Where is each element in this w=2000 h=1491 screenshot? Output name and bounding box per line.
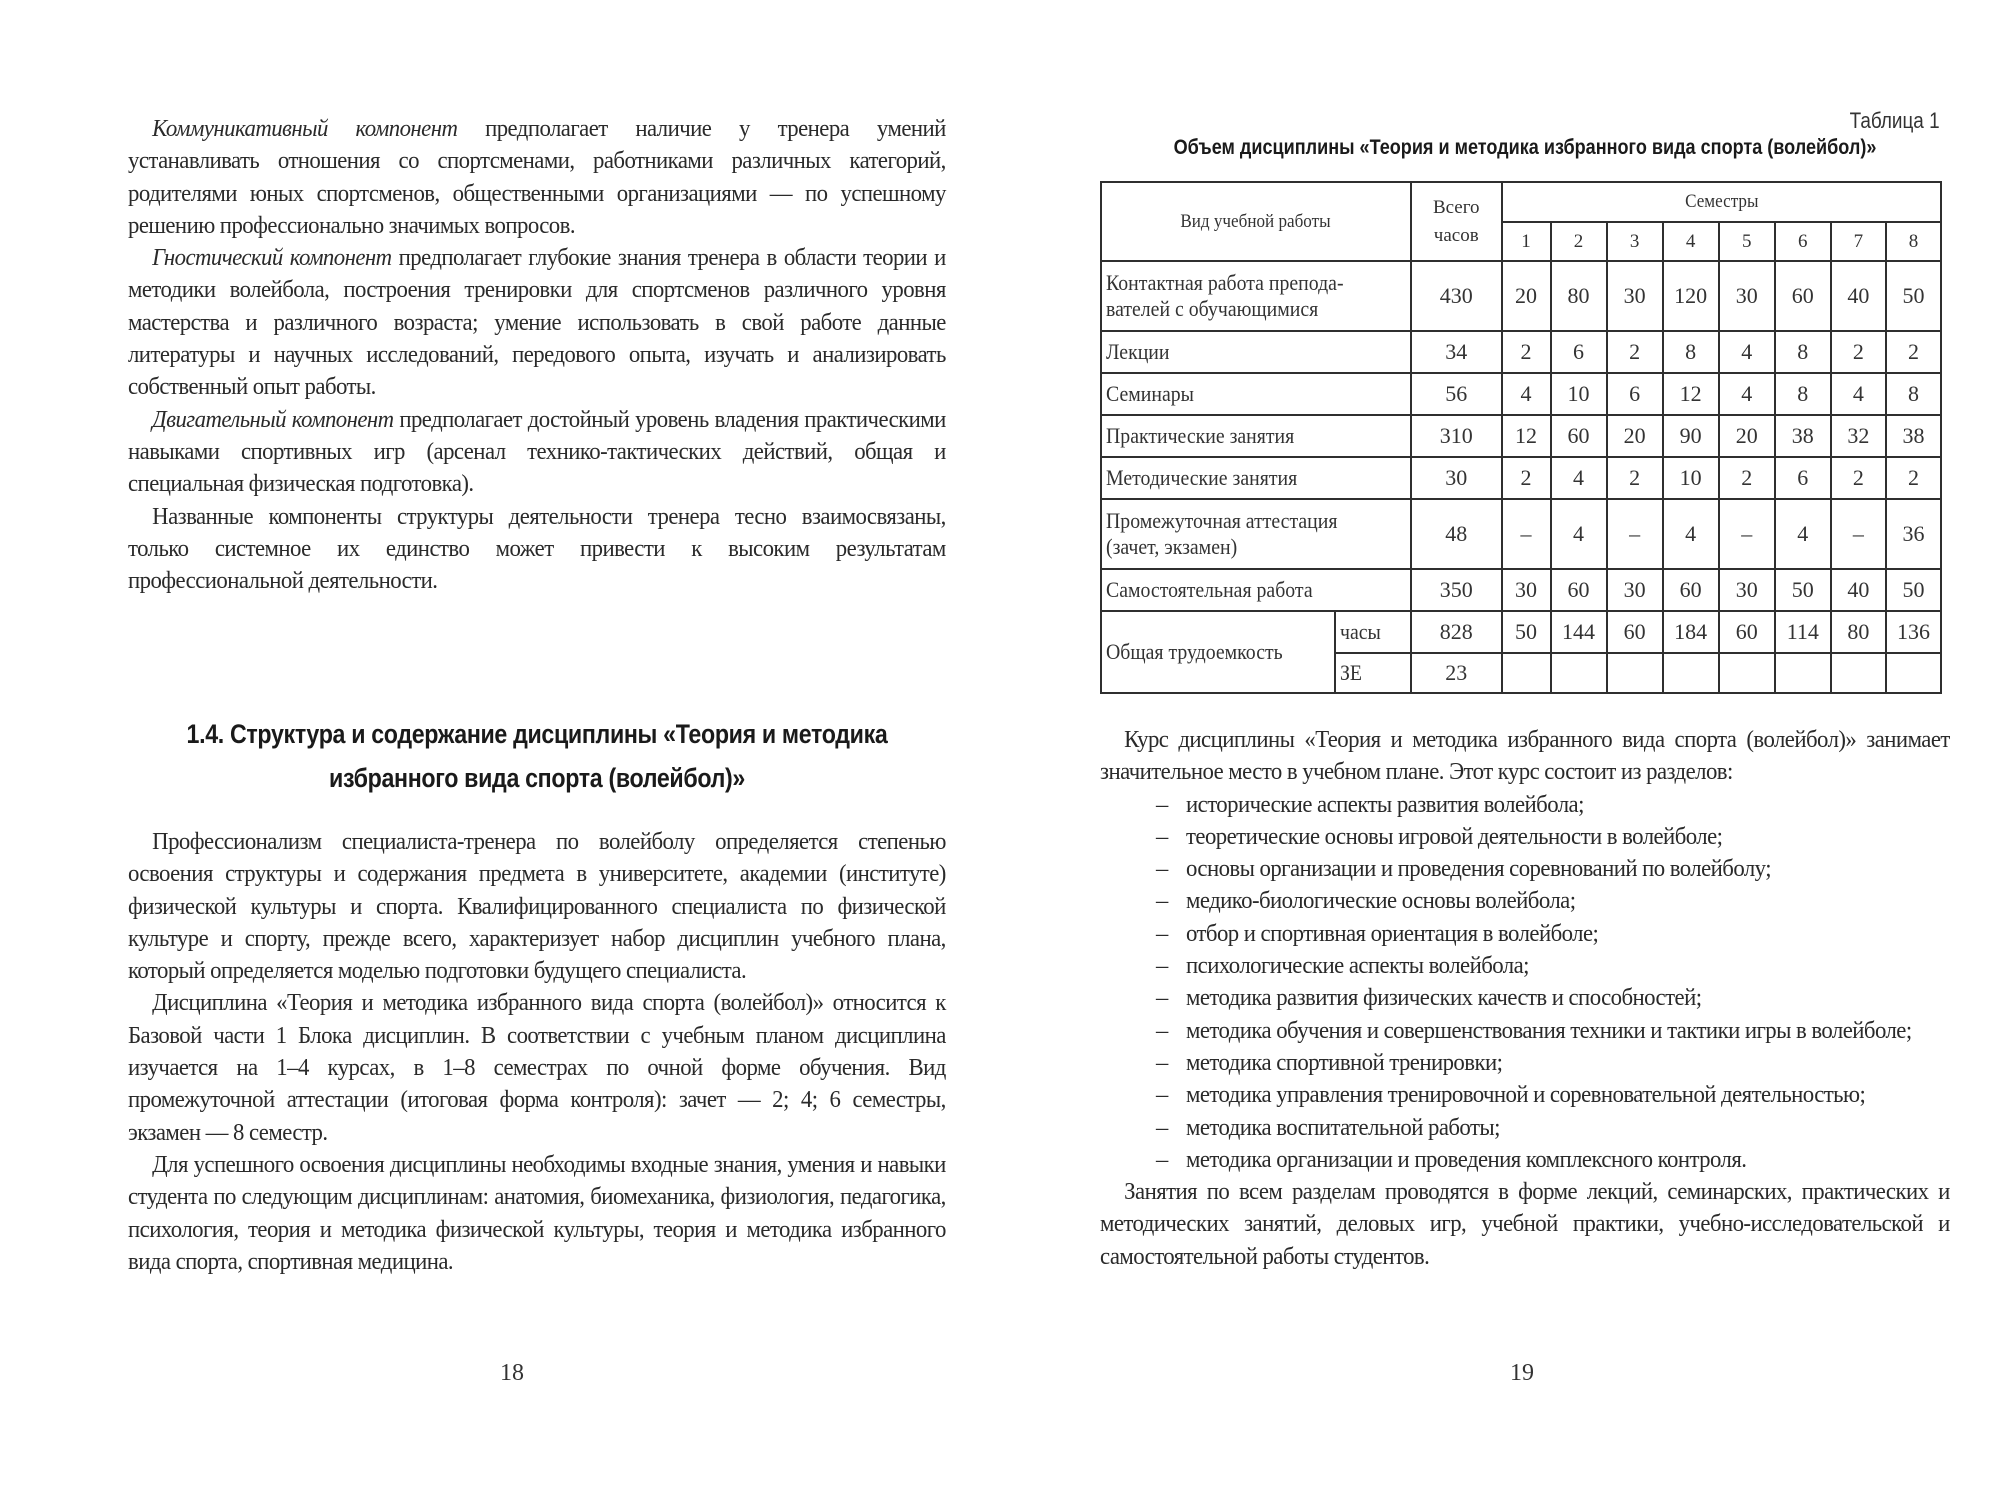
row-value: 90 (1663, 415, 1719, 457)
page-number-right: 19 (1510, 1360, 1534, 1386)
row-total: 56 (1411, 373, 1502, 415)
list-item: – медико-биологические основы волейбола; (1100, 885, 1950, 917)
row-value: 4 (1663, 499, 1719, 569)
credits-value (1663, 653, 1719, 693)
hours-value: 60 (1719, 611, 1775, 653)
row-value: 60 (1551, 569, 1607, 611)
row-value: 4 (1775, 499, 1831, 569)
paragraph-communicative: Коммуникативный компонент предполагает наличие у тренера умений устанавливать отношения со спортсменами, работниками различных категорий, родителями юных спортсменов, общественными организациями — по успешному решению профессионально значимых вопросов. (128, 115, 946, 239)
row-value: 6 (1775, 457, 1831, 499)
row-value: 80 (1551, 261, 1607, 331)
list-item: – психологические аспекты волейбола; (1100, 950, 1950, 982)
row-value: 30 (1502, 569, 1551, 611)
dash-bullet: – (1156, 984, 1168, 1012)
row-value: 8 (1663, 331, 1719, 373)
row-value: 30 (1607, 261, 1663, 331)
credits-label: ЗЕ (1335, 653, 1410, 693)
row-value: 4 (1719, 331, 1775, 373)
row-value: 2 (1831, 457, 1886, 499)
list-item: – методика организации и проведения комплексного контроля. (1100, 1144, 1950, 1176)
hours-value: 136 (1886, 611, 1941, 653)
row-value: 2 (1502, 457, 1551, 499)
table-row (1101, 499, 1941, 569)
dash-bullet: – (1156, 919, 1168, 947)
header-total-hours: Всего часов (1411, 182, 1502, 261)
list-item: – методика развития физических качеств и способностей; (1100, 982, 1950, 1014)
row-value: 4 (1502, 373, 1551, 415)
dash-bullet: – (1156, 887, 1168, 915)
row-label: Лекции (1101, 331, 1411, 373)
semester-number: 6 (1775, 222, 1831, 261)
row-label: Практические занятия (1101, 415, 1411, 457)
hours-label: часы (1335, 611, 1410, 653)
right-body-text (1100, 724, 1950, 1273)
row-value: 2 (1886, 331, 1941, 373)
paragraph-professionalism: Профессионализм специалиста-тренера по волейболу определяется степенью освоения структуры и содержания предмета в университете, академии (институте) физической культуры и спорта. Квалифицированного специалиста по физической культуре и спорту, прежде всего, характеризует набор дисциплин учебного плана, который определяется моделью подготовки будущего специалиста. (128, 828, 946, 985)
row-value: 20 (1607, 415, 1663, 457)
row-value: – (1831, 499, 1886, 569)
list-item: – методика управления тренировочной и соревновательной деятельностью; (1100, 1079, 1950, 1111)
row-value: 4 (1831, 373, 1886, 415)
row-value: – (1719, 499, 1775, 569)
dash-bullet: – (1156, 790, 1168, 818)
credits-value (1831, 653, 1886, 693)
row-value: 60 (1775, 261, 1831, 331)
semester-number: 4 (1663, 222, 1719, 261)
row-value: 4 (1719, 373, 1775, 415)
row-value: 50 (1886, 261, 1941, 331)
section-heading-line1: 1.4. Структура и содержание дисциплины «Теория и методика (186, 719, 888, 749)
semester-number: 8 (1886, 222, 1941, 261)
table-row (1101, 569, 1941, 611)
left-bottom-text (128, 826, 946, 1278)
row-value: 2 (1607, 457, 1663, 499)
dash-bullet: – (1156, 855, 1168, 883)
table-title: Объем дисциплины «Теория и методика избранного вида спорта (волейбол)» (1173, 136, 1877, 159)
row-value: 12 (1663, 373, 1719, 415)
semester-number: 1 (1502, 222, 1551, 261)
term-italic: Двигательный компонент (152, 405, 394, 433)
row-value: 10 (1663, 457, 1719, 499)
table-row-total-hours (1101, 611, 1941, 653)
discipline-volume-table (1100, 181, 1942, 694)
credits-value (1719, 653, 1775, 693)
hours-value: 114 (1775, 611, 1831, 653)
total-workload-label: Общая трудоемкость (1101, 611, 1335, 693)
paragraph-discipline: Дисциплина «Теория и методика избранного вида спорта (волейбол)» относится к Базовой части 1 Блока дисциплин. В соответствии с учебным планом дисциплина изучается на 1–4 курсах, в 1–8 семестрах по очной форме обучения. Вид промежуточной аттестации (итоговая форма контроля): зачет — 2; 4; 6 семестры, экзамен — 8 семестр. (128, 989, 946, 1146)
row-value: 120 (1663, 261, 1719, 331)
row-value: 36 (1886, 499, 1941, 569)
credits-value (1502, 653, 1551, 693)
row-value: 8 (1775, 331, 1831, 373)
dash-bullet: – (1156, 1113, 1168, 1141)
list-item: – методика обучения и совершенствования техники и тактики игры в волейболе; (1100, 1015, 1950, 1047)
table-row (1101, 261, 1941, 331)
dash-bullet: – (1156, 952, 1168, 980)
row-value: 38 (1886, 415, 1941, 457)
paragraph-motor: Двигательный компонент предполагает достойный уровень владения практическими навыками спортивных игр (арсенал технико-тактических действий, общая и специальная физическая подготовка). (128, 405, 946, 498)
table-row (1101, 373, 1941, 415)
list-item: – исторические аспекты развития волейбола; (1100, 789, 1950, 821)
row-value: 20 (1719, 415, 1775, 457)
row-value: 4 (1551, 499, 1607, 569)
row-total: 430 (1411, 261, 1502, 331)
row-value: 2 (1607, 331, 1663, 373)
dash-bullet: – (1156, 1016, 1168, 1044)
row-value: 12 (1502, 415, 1551, 457)
row-value: 60 (1551, 415, 1607, 457)
paragraph-course-intro: Курс дисциплины «Теория и методика избранного вида спорта (волейбол)» занимает значительное место в учебном плане. Этот курс состоит из разделов: (1100, 726, 1950, 786)
table-header-row (1101, 182, 1941, 222)
row-value: 30 (1719, 261, 1775, 331)
paragraph-summary: Названные компоненты структуры деятельности тренера тесно взаимосвязаны, только системное их единство может привести к высоким результатам профессиональной деятельности. (128, 502, 946, 595)
paragraph-closing: Занятия по всем разделам проводятся в форме лекций, семинарских, практических и методических занятий, деловых игр, учебной практики, учебно-исследовательской и самостоятельной работы студентов. (1100, 1178, 1950, 1270)
row-total: 34 (1411, 331, 1502, 373)
row-value: 4 (1551, 457, 1607, 499)
row-value: 40 (1831, 261, 1886, 331)
row-value: 8 (1775, 373, 1831, 415)
list-item: – основы организации и проведения соревнований по волейболу; (1100, 853, 1950, 885)
row-value: 6 (1551, 331, 1607, 373)
dash-bullet: – (1156, 822, 1168, 850)
section-heading-line2: избранного вида спорта (волейбол)» (329, 763, 745, 793)
row-value: 30 (1607, 569, 1663, 611)
hours-value: 184 (1663, 611, 1719, 653)
row-label: Методические занятия (1101, 457, 1411, 499)
dash-bullet: – (1156, 1145, 1168, 1173)
row-value: 40 (1831, 569, 1886, 611)
credits-total: 23 (1411, 653, 1502, 693)
semester-number: 3 (1607, 222, 1663, 261)
hours-value: 80 (1831, 611, 1886, 653)
paragraph-gnostic: Гностический компонент предполагает глубокие знания тренера в области теории и методики волейбола, построения тренировки для спортсменов различного уровня мастерства и различного возраста; умение использовать в свой работе данные литературы и научных исследований, передового опыта, изучать и анализировать собственный опыт работы. (128, 244, 946, 401)
row-value: 2 (1831, 331, 1886, 373)
table-row (1101, 457, 1941, 499)
row-value: – (1607, 499, 1663, 569)
page-number-left: 18 (500, 1360, 524, 1386)
dash-bullet: – (1156, 1081, 1168, 1109)
credits-value (1775, 653, 1831, 693)
term-italic: Гностический компонент (152, 244, 392, 272)
row-total: 48 (1411, 499, 1502, 569)
header-semesters: Семестры (1502, 182, 1941, 222)
row-value: 2 (1719, 457, 1775, 499)
course-sections-list (1100, 789, 1950, 1177)
row-value: 30 (1719, 569, 1775, 611)
credits-value (1551, 653, 1607, 693)
semester-number: 5 (1719, 222, 1775, 261)
term-italic: Коммуникативный компонент (152, 115, 458, 142)
hours-total: 828 (1411, 611, 1502, 653)
credits-value (1886, 653, 1941, 693)
row-label: Самостоятельная работа (1101, 569, 1411, 611)
row-value: 20 (1502, 261, 1551, 331)
row-total: 30 (1411, 457, 1502, 499)
left-top-text (128, 113, 946, 597)
semester-number: 7 (1831, 222, 1886, 261)
hours-value: 144 (1551, 611, 1607, 653)
credits-value (1607, 653, 1663, 693)
hours-value: 60 (1607, 611, 1663, 653)
paragraph-prerequisites: Для успешного освоения дисциплины необходимы входные знания, умения и навыки студента по следующим дисциплинам: анатомия, биомеханика, физиология, педагогика, психология, теория и методика физической культуры, теория и методика избранного вида спорта, спортивная медицина. (128, 1150, 946, 1275)
header-work-type: Вид учебной работы (1101, 182, 1411, 261)
section-heading (185, 712, 888, 800)
hours-value: 50 (1502, 611, 1551, 653)
row-label: Семинары (1101, 373, 1411, 415)
list-item: – методика воспитательной работы; (1100, 1112, 1950, 1144)
row-value: 6 (1607, 373, 1663, 415)
row-label: Промежуточная аттестация (зачет, экзамен) (1101, 499, 1411, 569)
list-item: – методика спортивной тренировки; (1100, 1047, 1950, 1079)
row-total: 350 (1411, 569, 1502, 611)
row-value: 2 (1502, 331, 1551, 373)
table-row (1101, 331, 1941, 373)
dash-bullet: – (1156, 1048, 1168, 1076)
row-total: 310 (1411, 415, 1502, 457)
table-row (1101, 415, 1941, 457)
row-value: 50 (1775, 569, 1831, 611)
row-value: 2 (1886, 457, 1941, 499)
row-value: 8 (1886, 373, 1941, 415)
row-value: 50 (1886, 569, 1941, 611)
semester-number: 2 (1551, 222, 1607, 261)
row-value: 60 (1663, 569, 1719, 611)
row-value: 10 (1551, 373, 1607, 415)
row-value: – (1502, 499, 1551, 569)
table-caption: Таблица 1 (1850, 108, 1940, 133)
row-label: Контактная работа препода- вателей с обучающимися (1101, 261, 1411, 331)
list-item: – отбор и спортивная ориентация в волейболе; (1100, 918, 1950, 950)
list-item: – теоретические основы игровой деятельности в волейболе; (1100, 821, 1950, 853)
row-value: 32 (1831, 415, 1886, 457)
row-value: 38 (1775, 415, 1831, 457)
